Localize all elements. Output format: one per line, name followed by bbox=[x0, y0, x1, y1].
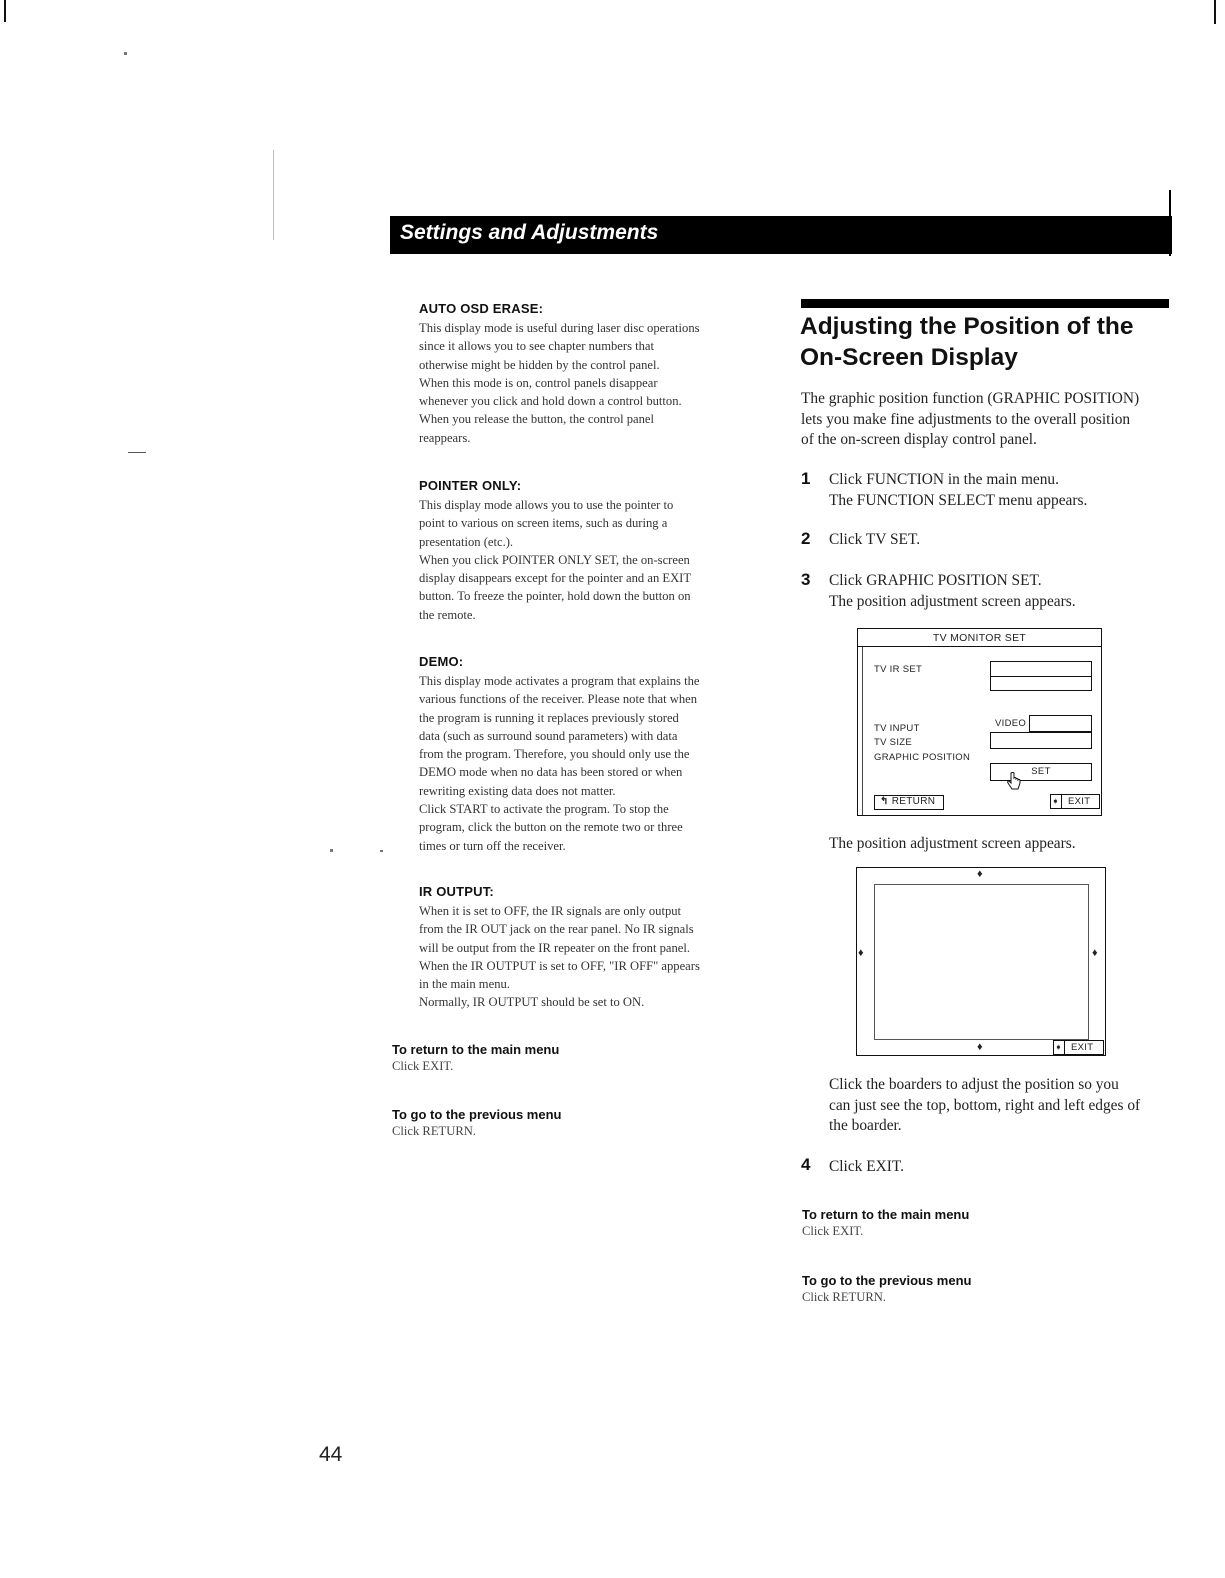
scan-speck bbox=[273, 150, 274, 240]
body-line: When you click POINTER ONLY SET, the on-screen bbox=[419, 552, 690, 567]
body-line: will be output from the IR repeater on the front panel. bbox=[419, 940, 691, 955]
body-line: reappears. bbox=[419, 430, 471, 445]
body-line: times or turn off the receiver. bbox=[419, 838, 566, 853]
step-line: The position adjustment screen appears. bbox=[829, 592, 1076, 610]
body-line: When this mode is on, control panels disappear bbox=[419, 375, 658, 390]
step-number: 1 bbox=[801, 469, 811, 488]
scan-speck bbox=[330, 849, 333, 852]
note-heading: To return to the main menu bbox=[392, 1042, 560, 1057]
header-tick bbox=[1169, 190, 1171, 256]
tv-ir-set-label: TV IR SET bbox=[874, 664, 923, 675]
scan-speck bbox=[124, 52, 127, 55]
body-line: the boarder. bbox=[829, 1117, 902, 1134]
auto-osd-erase-section bbox=[419, 301, 764, 447]
body-line: presentation (etc.). bbox=[419, 534, 514, 549]
video-value: VIDEO bbox=[995, 718, 1027, 729]
body-line: in the main menu. bbox=[419, 977, 510, 992]
scan-speck bbox=[1214, 0, 1216, 24]
page-title-line: Adjusting the Position of the bbox=[800, 313, 1134, 340]
intro-line: lets you make fine adjustments to the overall position bbox=[801, 410, 1131, 428]
body-line: When the IR OUTPUT is set to OFF, "IR OFF" appears bbox=[419, 958, 700, 973]
adjust-instructions bbox=[829, 1075, 1174, 1137]
osd-title: TV MONITOR SET bbox=[932, 632, 1027, 644]
page-title bbox=[800, 311, 1180, 373]
section-heading: AUTO OSD ERASE: bbox=[419, 301, 544, 316]
note-heading: To go to the previous menu bbox=[802, 1273, 972, 1288]
note-body: Click EXIT. bbox=[802, 1224, 864, 1238]
field-divider bbox=[990, 676, 1092, 677]
return-label: RETURN bbox=[891, 796, 936, 807]
body-line: data (such as surround sound parameters) with data bbox=[419, 728, 678, 743]
step-line: The FUNCTION SELECT menu appears. bbox=[829, 491, 1088, 509]
step-number: 4 bbox=[801, 1155, 811, 1174]
step-line: Click TV SET. bbox=[829, 531, 921, 548]
tv-size-label: TV SIZE bbox=[874, 737, 912, 748]
tv-input-field[interactable] bbox=[1029, 715, 1092, 732]
body-line: When it is set to OFF, the IR signals are only output bbox=[419, 904, 682, 918]
pointer-only-section bbox=[419, 478, 764, 624]
intro-paragraph bbox=[801, 389, 1169, 451]
note-body: Click RETURN. bbox=[392, 1124, 476, 1138]
page-number: 44 bbox=[319, 1443, 343, 1466]
demo-section bbox=[419, 654, 764, 855]
body-line: button. To freeze the pointer, hold down the button on bbox=[419, 589, 691, 604]
body-line: display disappears except for the pointer and an EXIT bbox=[419, 571, 692, 586]
body-line: the remote. bbox=[419, 607, 476, 622]
note-body: Click EXIT. bbox=[392, 1059, 454, 1073]
exit-label: EXIT bbox=[1071, 1042, 1094, 1053]
return-button-label bbox=[880, 796, 935, 807]
set-button-label: SET bbox=[1031, 766, 1051, 777]
section-header-title: Settings and Adjustments bbox=[400, 221, 659, 244]
ir-output-section bbox=[419, 884, 764, 1012]
step-line: Click GRAPHIC POSITION SET. bbox=[829, 572, 1042, 589]
exit-label: EXIT bbox=[1068, 796, 1091, 807]
step-1 bbox=[829, 470, 1087, 511]
osd-title-divider bbox=[857, 646, 1102, 647]
section-heading: POINTER ONLY: bbox=[419, 478, 522, 493]
body-line: program, click the button on the remote two or three bbox=[419, 820, 683, 835]
osd-caption: The position adjustment screen appears. bbox=[829, 835, 1076, 852]
note-heading: To go to the previous menu bbox=[392, 1107, 562, 1122]
body-line: rewriting existing data does not matter. bbox=[419, 783, 616, 798]
left-border-handle-icon[interactable]: ♦ bbox=[858, 947, 864, 959]
graphic-position-label: GRAPHIC POSITION bbox=[874, 752, 971, 763]
section-heading: IR OUTPUT: bbox=[419, 884, 494, 899]
body-line: from the IR OUT jack on the rear panel. No IR signals bbox=[419, 922, 694, 937]
body-line: This display mode is useful during laser disc operations bbox=[419, 321, 700, 335]
intro-line: The graphic position function (GRAPHIC POSITION) bbox=[801, 390, 1140, 407]
body-line: Normally, IR OUTPUT should be set to ON. bbox=[419, 995, 645, 1010]
step-3 bbox=[829, 571, 1076, 612]
top-border-handle-icon[interactable]: ♦ bbox=[977, 868, 983, 880]
note-heading: To return to the main menu bbox=[802, 1207, 970, 1222]
body-line: When you release the button, the control panel bbox=[419, 412, 655, 427]
right-previous-note bbox=[802, 1273, 971, 1305]
body-line: whenever you click and hold down a control button. bbox=[419, 394, 682, 409]
step-2 bbox=[829, 530, 920, 551]
step-4: Click EXIT. bbox=[829, 1158, 904, 1175]
left-previous-note bbox=[392, 1107, 561, 1139]
body-line: otherwise might be hidden by the control panel. bbox=[419, 357, 660, 372]
body-line: DEMO mode when no data has been stored or when bbox=[419, 765, 683, 780]
right-border-handle-icon[interactable]: ♦ bbox=[1092, 947, 1098, 959]
section-heading: DEMO: bbox=[419, 654, 464, 669]
hand-pointer-icon bbox=[1006, 772, 1022, 792]
body-line: various functions of the receiver. Please note that when bbox=[419, 692, 698, 707]
body-line: point to various on screen items, such as during a bbox=[419, 516, 668, 531]
bottom-border-handle-icon[interactable]: ♦ bbox=[977, 1041, 983, 1053]
intro-line: of the on-screen display control panel. bbox=[801, 431, 1037, 448]
body-line: Click the boarders to adjust the position so you bbox=[829, 1076, 1119, 1093]
title-rule bbox=[801, 299, 1169, 308]
note-body: Click RETURN. bbox=[802, 1290, 886, 1304]
page-title-line: On-Screen Display bbox=[800, 344, 1018, 371]
body-line: This display mode activates a program that explains the bbox=[419, 674, 700, 688]
return-arrow-icon: ↰ bbox=[880, 796, 889, 807]
exit-arrow-icon: ➧ bbox=[1053, 1040, 1065, 1055]
step-number: 2 bbox=[801, 529, 811, 548]
tv-size-field[interactable] bbox=[990, 732, 1092, 749]
body-line: Click START to activate the program. To stop the bbox=[419, 802, 669, 817]
exit-arrow-icon: ➧ bbox=[1050, 794, 1062, 809]
right-return-note bbox=[802, 1207, 969, 1239]
scan-speck bbox=[380, 850, 383, 852]
osd-inner-edge bbox=[862, 647, 863, 815]
body-line: can just see the top, bottom, right and left edges of bbox=[829, 1096, 1141, 1114]
tv-input-label: TV INPUT bbox=[874, 723, 920, 734]
position-adjustment-area bbox=[874, 884, 1089, 1040]
scan-speck bbox=[4, 0, 6, 22]
body-line: the program is running it replaces previously stored bbox=[419, 710, 679, 725]
scan-speck bbox=[128, 452, 146, 453]
step-line: Click FUNCTION in the main menu. bbox=[829, 471, 1059, 488]
body-line: This display mode allows you to use the pointer to bbox=[419, 498, 674, 512]
body-line: from the program. Therefore, you should only use the bbox=[419, 747, 690, 762]
step-number: 3 bbox=[801, 570, 811, 589]
left-return-note bbox=[392, 1042, 559, 1074]
body-line: since it allows you to see chapter numbers that bbox=[419, 339, 655, 354]
